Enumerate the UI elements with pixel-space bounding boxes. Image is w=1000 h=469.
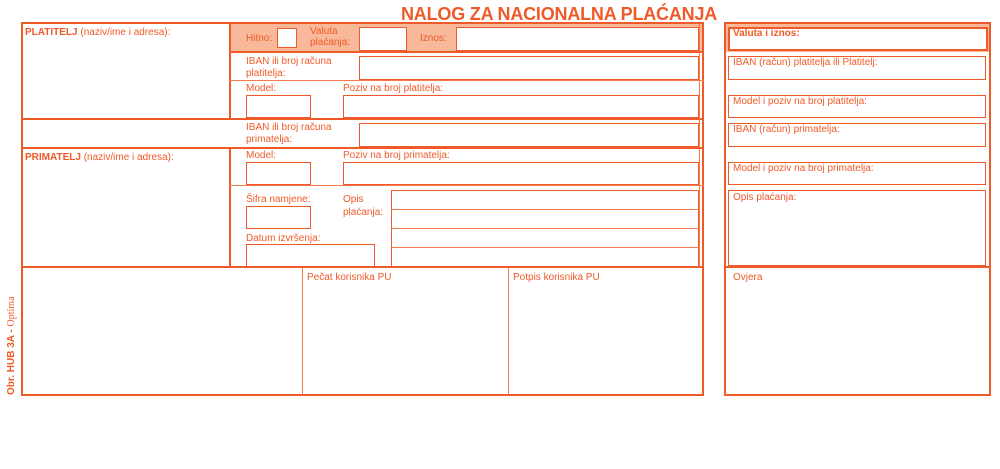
form-code-label bbox=[6, 296, 17, 395]
payer-iban-row-bottom bbox=[229, 80, 704, 81]
recipient-heading-note: (naziv/ime i adresa): bbox=[80, 152, 174, 163]
recipient-model-input[interactable] bbox=[246, 162, 311, 185]
payer-section-bottom bbox=[21, 118, 704, 120]
payer-name-address-field[interactable] bbox=[24, 40, 227, 116]
recipient-reference-label: Poziv na broj primatelja: bbox=[343, 150, 450, 161]
recipient-heading-title: PRIMATELJ bbox=[25, 152, 81, 163]
description-label-line1: Opis bbox=[343, 194, 364, 205]
right-inner-divider bbox=[699, 24, 700, 267]
recipient-reference-input[interactable] bbox=[343, 162, 699, 185]
purpose-code-label: Šifra namjene: bbox=[246, 194, 311, 205]
urgent-label: Hitno: bbox=[246, 33, 273, 44]
form-title: NALOG ZA NACIONALNA PLAĆANJA bbox=[401, 4, 718, 24]
payer-iban-label-line2: platitelja: bbox=[246, 68, 286, 79]
left-column-divider-2 bbox=[229, 147, 231, 267]
form-publisher: Optima bbox=[6, 296, 17, 327]
recipient-model-row-bottom bbox=[229, 185, 704, 186]
receipt-certification-divider bbox=[724, 266, 991, 268]
recipient-model-label: Model: bbox=[246, 150, 277, 161]
description-line-3 bbox=[391, 247, 699, 248]
recipient-heading bbox=[25, 152, 174, 163]
urgent-checkbox[interactable] bbox=[277, 28, 297, 48]
currency-label-line1: Valuta bbox=[310, 26, 338, 37]
receipt-payer-iban-label: IBAN (račun) platitelja ili Platitelj: bbox=[733, 57, 878, 68]
signature-label: Potpis korisnika PU bbox=[513, 272, 600, 283]
payer-heading-note: (naziv/ime i adresa): bbox=[77, 27, 171, 38]
description-label-line2: plaćanja: bbox=[343, 207, 384, 218]
purpose-code-input[interactable] bbox=[246, 206, 311, 229]
form-code: Obr. HUB 3A - bbox=[6, 326, 17, 395]
receipt-payer-model-label: Model i poziv na broj platitelja: bbox=[733, 96, 867, 107]
recipient-iban-label-line2: primatelja: bbox=[246, 134, 293, 145]
description-line-1 bbox=[391, 209, 699, 210]
recipient-name-address-field[interactable] bbox=[24, 165, 227, 265]
recipient-iban-input[interactable] bbox=[359, 123, 699, 147]
payer-iban-input[interactable] bbox=[359, 56, 699, 80]
header-row-bottom bbox=[229, 51, 704, 53]
payer-heading-title: PLATITELJ bbox=[25, 27, 78, 38]
payer-heading bbox=[25, 27, 170, 38]
signature-area[interactable] bbox=[509, 284, 701, 394]
currency-label-line2: plaćanja: bbox=[310, 37, 351, 48]
amount-input[interactable] bbox=[456, 27, 699, 51]
receipt-certification-area[interactable] bbox=[726, 284, 989, 394]
payer-reference-input[interactable] bbox=[343, 95, 699, 118]
stamp-label: Pečat korisnika PU bbox=[307, 272, 392, 283]
footer-blank-area[interactable] bbox=[23, 268, 301, 394]
left-column-divider bbox=[229, 22, 231, 119]
recipient-iban-label-line1: IBAN ili broj računa bbox=[246, 122, 332, 133]
description-line-2 bbox=[391, 228, 699, 229]
payer-reference-label: Poziv na broj platitelja: bbox=[343, 83, 444, 94]
stamp-area[interactable] bbox=[303, 284, 507, 394]
payer-model-input[interactable] bbox=[246, 95, 311, 118]
receipt-recipient-iban-label: IBAN (račun) primatelja: bbox=[733, 124, 840, 135]
amount-label: Iznos: bbox=[420, 33, 447, 44]
payer-model-label: Model: bbox=[246, 83, 277, 94]
receipt-description-label: Opis plaćanja: bbox=[733, 192, 797, 203]
execution-date-label: Datum izvršenja: bbox=[246, 233, 321, 244]
currency-input[interactable] bbox=[359, 27, 407, 51]
receipt-certification-label: Ovjera bbox=[733, 272, 763, 283]
receipt-currency-amount-label: Valuta i iznos: bbox=[733, 28, 800, 39]
payer-iban-label-line1: IBAN ili broj računa bbox=[246, 56, 332, 67]
receipt-recipient-model-label: Model i poziv na broj primatelja: bbox=[733, 163, 874, 174]
recipient-iban-row-bottom bbox=[21, 147, 704, 149]
execution-date-input[interactable] bbox=[246, 244, 375, 267]
